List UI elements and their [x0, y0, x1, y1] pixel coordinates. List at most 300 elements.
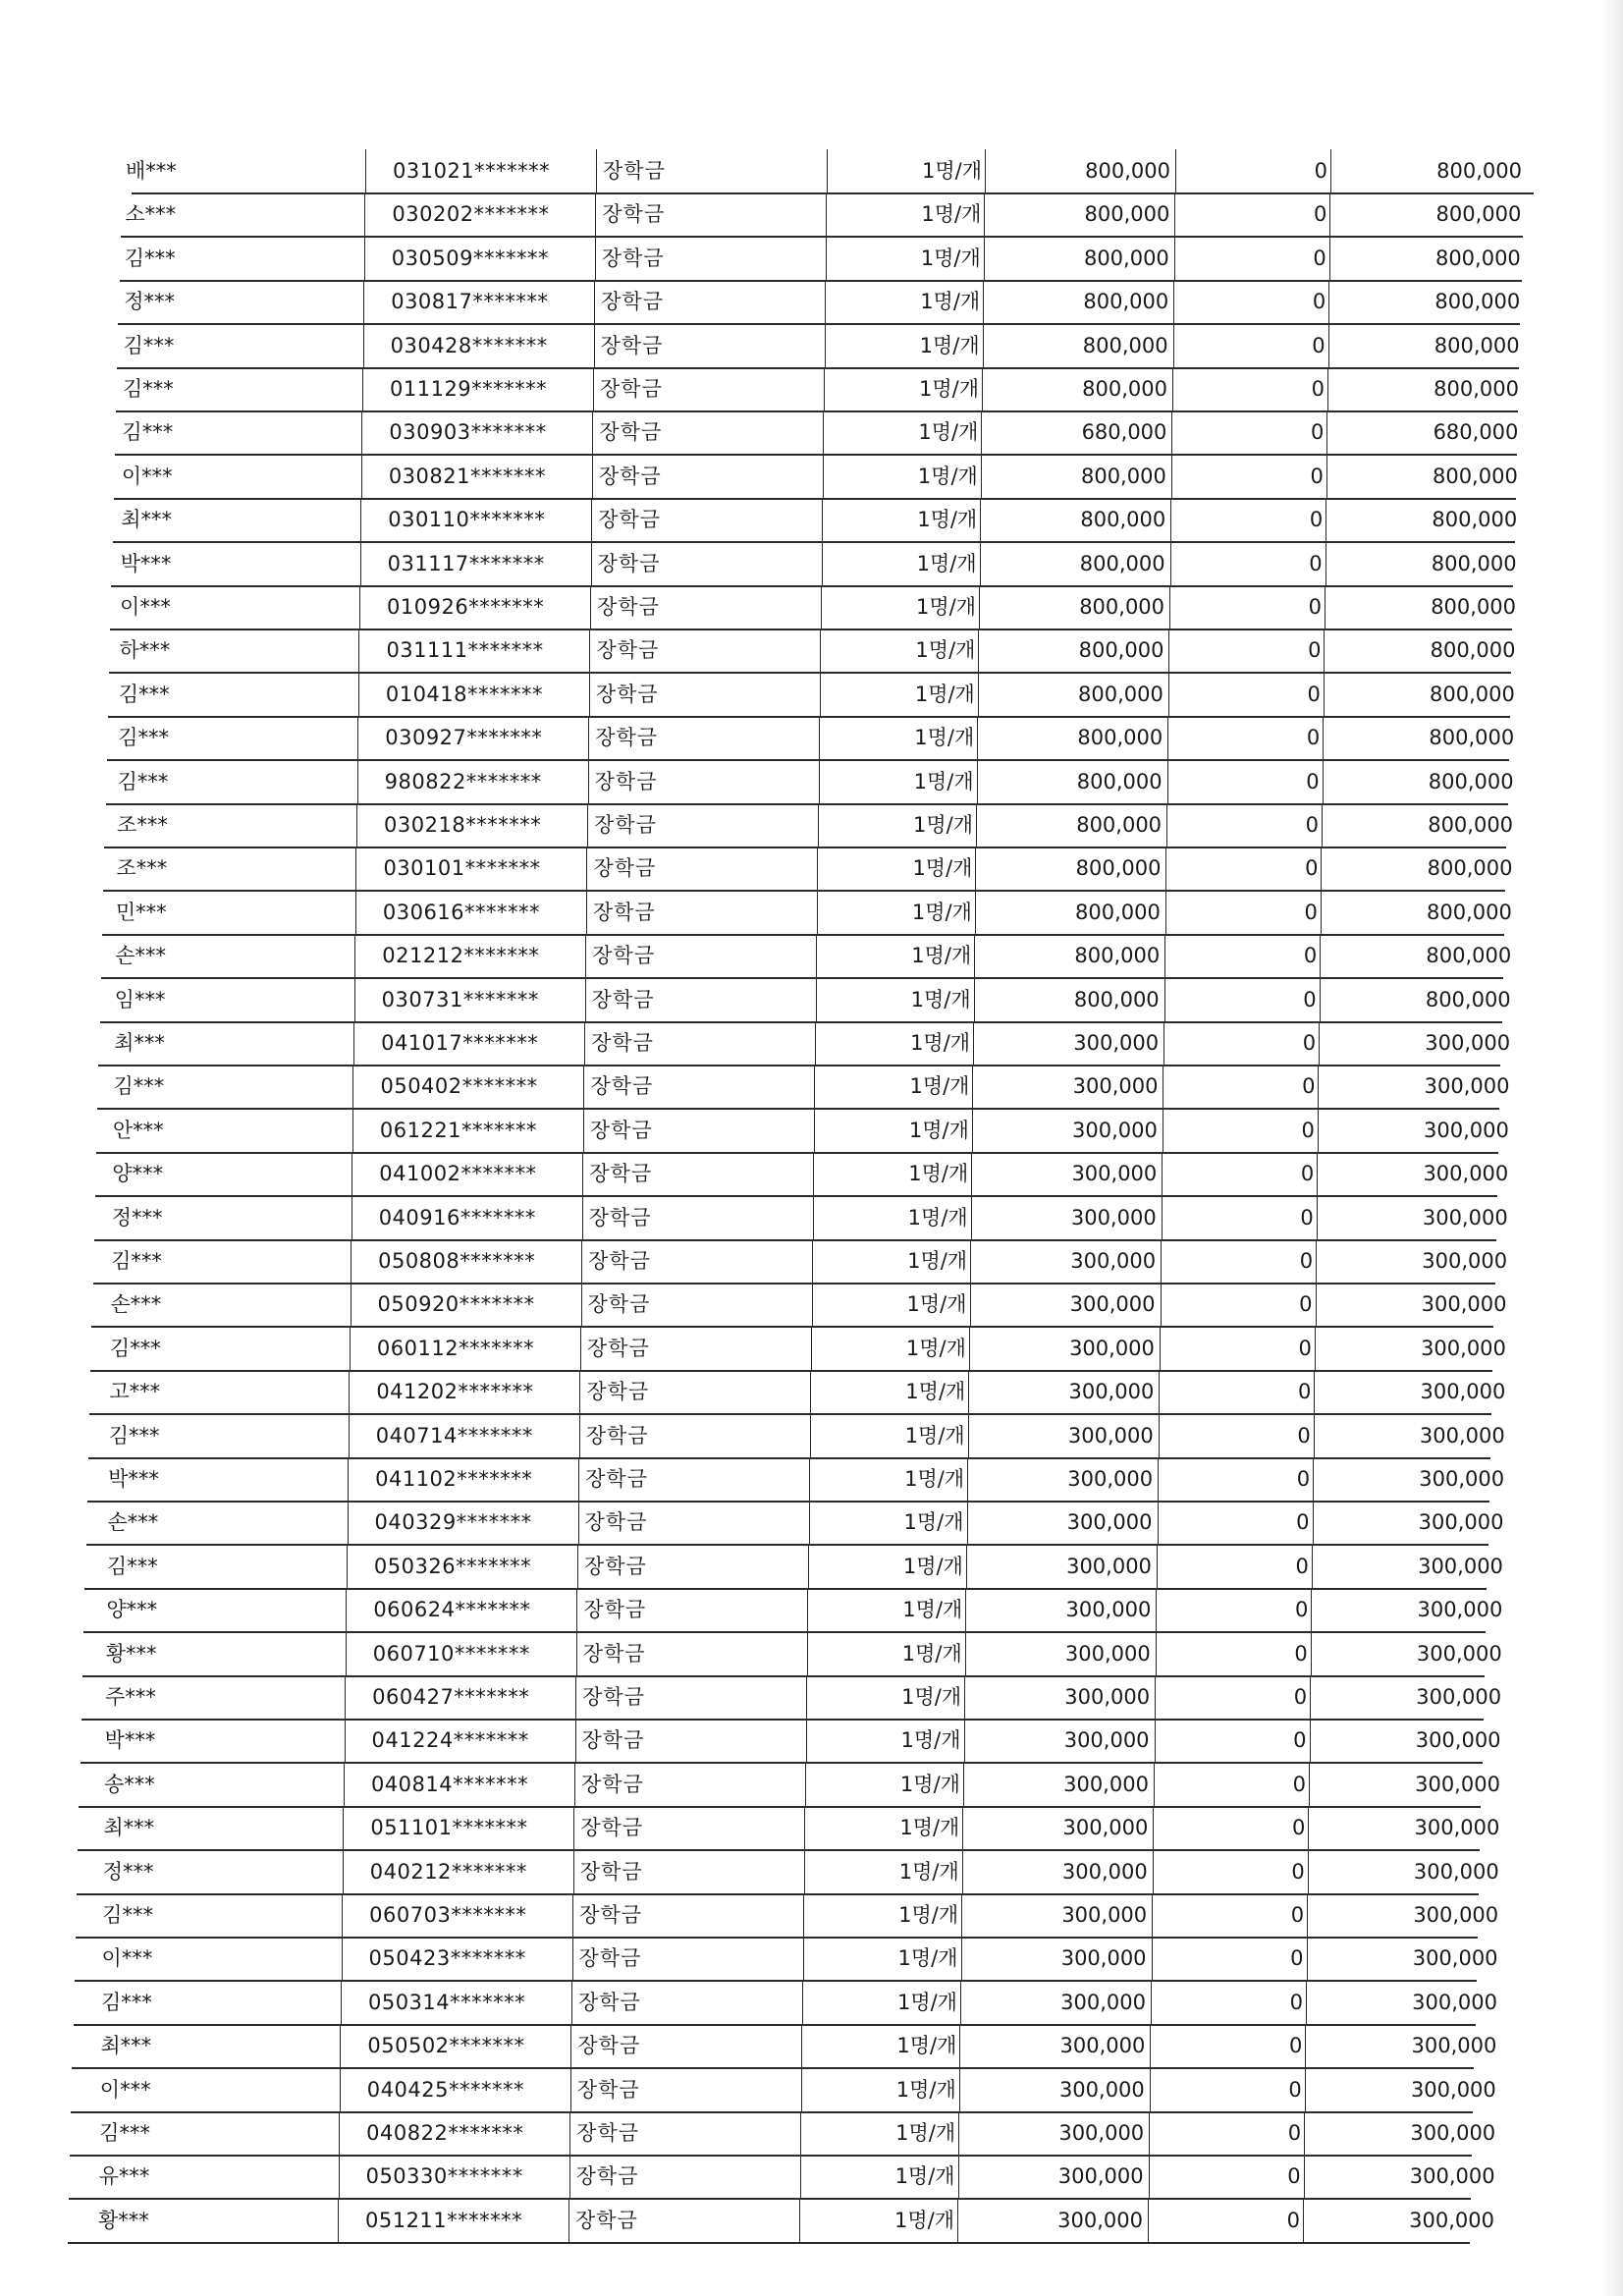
masked-resident-id: 050423******* — [368, 1946, 526, 1971]
recipient-name: 김*** — [118, 682, 170, 706]
item-type: 장학금 — [580, 1816, 644, 1840]
column-divider — [1170, 542, 1171, 585]
column-divider — [345, 1675, 346, 1719]
masked-resident-id: 060624******* — [373, 1598, 531, 1622]
column-divider — [364, 237, 365, 280]
column-divider — [338, 2199, 339, 2242]
column-divider — [1311, 1588, 1312, 1631]
amount-value: 300,000 — [1058, 2121, 1145, 2145]
column-divider — [1315, 1327, 1316, 1370]
column-divider — [1330, 149, 1331, 192]
table-row — [89, 1370, 1506, 1415]
item-type: 장학금 — [591, 987, 655, 1011]
column-divider — [1319, 1021, 1320, 1065]
column-divider — [1153, 1806, 1154, 1849]
column-divider — [594, 324, 595, 367]
masked-resident-id: 030101******* — [383, 856, 541, 881]
total-value: 300,000 — [1414, 1816, 1500, 1840]
column-divider — [1163, 1021, 1164, 1065]
column-divider — [575, 1719, 576, 1762]
masked-resident-id: 040714******* — [375, 1423, 533, 1448]
deduction-value: 0 — [1289, 1990, 1303, 2014]
column-divider — [1167, 716, 1168, 759]
deduction-value: 0 — [1289, 2034, 1303, 2058]
amount-value: 800,000 — [1080, 464, 1166, 488]
masked-resident-id: 040814******* — [370, 1772, 529, 1796]
recipient-name: 박*** — [108, 1467, 159, 1491]
column-divider — [983, 280, 984, 323]
deduction-value: 0 — [1299, 1292, 1313, 1317]
recipient-name: 이*** — [120, 595, 171, 619]
item-type: 장학금 — [582, 1685, 645, 1709]
amount-value: 800,000 — [1078, 638, 1164, 663]
column-divider — [961, 1937, 962, 1980]
item-type: 장학금 — [603, 159, 666, 183]
amount-value: 800,000 — [1083, 246, 1169, 270]
column-divider — [1327, 367, 1328, 410]
amount-value: 800,000 — [1073, 987, 1160, 1011]
item-type: 장학금 — [594, 813, 657, 837]
item-type: 장학금 — [599, 420, 663, 445]
item-type: 장학금 — [592, 944, 656, 968]
quantity-unit: 1명/개 — [897, 1946, 958, 1971]
column-divider — [359, 585, 360, 629]
quantity-unit: 1명/개 — [899, 1772, 960, 1796]
masked-resident-id: 030927******* — [385, 726, 543, 750]
column-divider — [984, 192, 985, 236]
masked-resident-id: 051101******* — [370, 1816, 528, 1840]
quantity-unit: 1명/개 — [903, 1510, 964, 1535]
column-divider — [824, 367, 825, 410]
column-divider — [589, 629, 590, 672]
column-divider — [817, 847, 818, 890]
item-type: 장학금 — [592, 900, 656, 924]
amount-value: 300,000 — [1064, 1685, 1151, 1709]
column-divider — [353, 1021, 354, 1065]
deduction-value: 0 — [1300, 1205, 1314, 1230]
column-divider — [963, 1763, 964, 1806]
column-divider — [1175, 149, 1176, 192]
column-divider — [804, 1850, 805, 1893]
column-divider — [570, 2024, 571, 2067]
column-divider — [349, 1370, 350, 1413]
quantity-unit: 1명/개 — [900, 1728, 961, 1753]
total-value: 300,000 — [1411, 2034, 1497, 2058]
column-divider — [591, 498, 592, 541]
column-divider — [349, 1414, 350, 1457]
recipient-name: 김*** — [123, 333, 175, 357]
deduction-value: 0 — [1311, 420, 1325, 445]
column-divider — [1156, 1588, 1157, 1631]
table-row — [101, 934, 1512, 979]
total-value: 300,000 — [1416, 1685, 1502, 1709]
column-divider — [810, 1370, 811, 1413]
item-type: 장학금 — [598, 464, 662, 488]
total-value: 800,000 — [1431, 595, 1517, 619]
quantity-unit: 1명/개 — [911, 900, 972, 924]
column-divider — [339, 2155, 340, 2198]
table-row — [100, 978, 1511, 1023]
column-divider — [580, 1327, 581, 1370]
masked-resident-id: 040916******* — [378, 1205, 536, 1230]
quantity-unit: 1명/개 — [908, 1118, 969, 1142]
column-divider — [356, 803, 357, 847]
item-type: 장학금 — [596, 638, 660, 663]
column-divider — [974, 934, 975, 977]
column-divider — [969, 1327, 970, 1370]
amount-value: 300,000 — [1063, 1772, 1149, 1796]
amount-value: 300,000 — [1066, 1510, 1153, 1535]
column-divider — [814, 1109, 815, 1152]
column-divider — [822, 542, 823, 585]
table-row — [75, 1937, 1498, 1982]
column-divider — [812, 1283, 813, 1326]
column-divider — [1152, 1937, 1153, 1980]
column-divider — [1150, 2024, 1151, 2067]
column-divider — [1320, 934, 1321, 977]
column-divider — [958, 2111, 959, 2155]
recipient-name: 민*** — [115, 900, 167, 924]
deduction-value: 0 — [1292, 1772, 1306, 1796]
table-row — [104, 803, 1514, 848]
column-divider — [959, 2068, 960, 2111]
item-type: 장학금 — [598, 508, 662, 532]
column-divider — [1151, 1981, 1152, 2024]
column-divider — [1159, 1370, 1160, 1413]
table-row — [70, 2111, 1496, 2157]
column-divider — [1312, 1545, 1313, 1588]
total-value: 300,000 — [1421, 1336, 1506, 1360]
column-divider — [1316, 1239, 1317, 1283]
quantity-unit: 1명/개 — [919, 333, 980, 357]
quantity-unit: 1명/개 — [906, 1292, 967, 1317]
column-divider — [574, 1763, 575, 1806]
column-divider — [971, 1152, 972, 1195]
column-divider — [581, 1283, 582, 1326]
item-type: 장학금 — [577, 1990, 641, 2014]
column-divider — [1323, 760, 1324, 803]
column-divider — [583, 1065, 584, 1108]
column-divider — [1323, 716, 1324, 759]
column-divider — [591, 542, 592, 585]
total-value: 300,000 — [1413, 1859, 1499, 1884]
total-value: 800,000 — [1425, 987, 1511, 1011]
total-value: 300,000 — [1415, 1728, 1501, 1753]
amount-value: 300,000 — [1066, 1554, 1152, 1578]
column-divider — [980, 498, 981, 541]
total-value: 800,000 — [1432, 464, 1518, 488]
amount-value: 800,000 — [1075, 856, 1162, 881]
recipient-name: 손*** — [110, 1292, 162, 1317]
masked-resident-id: 041202******* — [376, 1380, 534, 1404]
table-row — [118, 280, 1520, 325]
recipient-name: 김*** — [108, 1423, 160, 1448]
quantity-unit: 1명/개 — [902, 1598, 963, 1622]
table-row — [71, 2068, 1496, 2113]
column-divider — [363, 324, 364, 367]
amount-value: 800,000 — [1082, 377, 1167, 401]
recipient-name: 박*** — [104, 1728, 156, 1753]
recipient-name: 소*** — [125, 202, 177, 227]
column-divider — [813, 1196, 814, 1239]
column-divider — [1152, 1893, 1153, 1937]
column-divider — [355, 891, 356, 934]
masked-resident-id: 030821******* — [388, 464, 546, 488]
column-divider — [585, 934, 586, 977]
amount-value: 300,000 — [1060, 1946, 1147, 1971]
recipient-name: 주*** — [105, 1685, 156, 1709]
quantity-unit: 1명/개 — [918, 420, 979, 445]
column-divider — [1166, 803, 1167, 847]
recipient-name: 하*** — [119, 638, 171, 663]
masked-resident-id: 030428******* — [390, 333, 548, 357]
masked-resident-id: 041017******* — [381, 1031, 539, 1055]
masked-resident-id: 041102******* — [375, 1467, 533, 1491]
total-value: 300,000 — [1409, 2208, 1494, 2232]
recipient-name: 이*** — [99, 2077, 151, 2102]
column-divider — [596, 149, 597, 192]
column-divider — [975, 847, 976, 890]
column-divider — [343, 1806, 344, 1849]
deduction-value: 0 — [1299, 1249, 1314, 1273]
deduction-value: 0 — [1295, 1554, 1309, 1578]
column-divider — [967, 1501, 968, 1544]
column-divider — [827, 149, 828, 192]
column-divider — [971, 1196, 972, 1239]
column-divider — [1149, 2155, 1150, 2198]
deduction-value: 0 — [1300, 1162, 1315, 1186]
column-divider — [1326, 410, 1327, 454]
deduction-value: 0 — [1288, 2077, 1302, 2102]
recipient-name: 김*** — [111, 1249, 162, 1273]
column-divider — [816, 934, 817, 977]
item-type: 장학금 — [577, 2034, 641, 2058]
column-divider — [1158, 1457, 1159, 1501]
column-divider — [982, 367, 983, 410]
deduction-value: 0 — [1305, 856, 1319, 881]
column-divider — [965, 1588, 966, 1631]
column-divider — [1168, 629, 1169, 672]
masked-resident-id: 010418******* — [385, 682, 544, 706]
column-divider — [826, 237, 827, 280]
total-value: 300,000 — [1422, 1249, 1508, 1273]
recipient-name: 김*** — [117, 769, 169, 793]
column-divider — [801, 2024, 802, 2067]
deduction-value: 0 — [1304, 900, 1318, 924]
item-type: 장학금 — [591, 1031, 654, 1055]
deduction-value: 0 — [1305, 813, 1320, 837]
column-divider — [572, 1893, 573, 1937]
item-type: 장학금 — [601, 290, 665, 314]
total-value: 300,000 — [1415, 1772, 1500, 1796]
total-value: 300,000 — [1424, 1118, 1509, 1142]
table-row — [68, 2199, 1494, 2244]
deduction-value: 0 — [1312, 333, 1325, 357]
deduction-value: 0 — [1314, 159, 1327, 183]
deduction-value: 0 — [1312, 290, 1326, 314]
column-divider — [1162, 1152, 1163, 1195]
amount-value: 300,000 — [1068, 1380, 1155, 1404]
column-divider — [1305, 2068, 1306, 2111]
recipient-name: 김*** — [123, 377, 174, 401]
column-divider — [802, 1981, 803, 2024]
recipient-name: 최*** — [114, 1031, 165, 1055]
quantity-unit: 1명/개 — [904, 1423, 965, 1448]
column-divider — [1309, 1763, 1310, 1806]
column-divider — [958, 2155, 959, 2198]
column-divider — [357, 716, 358, 759]
column-divider — [1314, 1414, 1315, 1457]
column-divider — [586, 847, 587, 890]
column-divider — [590, 585, 591, 629]
column-divider — [820, 673, 821, 716]
masked-resident-id: 031021******* — [393, 159, 551, 183]
quantity-unit: 1명/개 — [908, 1162, 969, 1186]
amount-value: 800,000 — [1085, 159, 1170, 183]
table-row — [82, 1632, 1502, 1677]
table-row — [90, 1327, 1506, 1372]
column-divider — [1174, 192, 1175, 236]
masked-resident-id: 060703******* — [369, 1903, 527, 1927]
item-type: 장학금 — [597, 551, 661, 575]
masked-resident-id: 980822******* — [384, 769, 542, 793]
column-divider — [1304, 2155, 1305, 2198]
masked-resident-id: 060427******* — [372, 1685, 530, 1709]
column-divider — [592, 455, 593, 498]
deduction-value: 0 — [1302, 1074, 1316, 1099]
column-divider — [1157, 1545, 1158, 1588]
item-type: 장학금 — [595, 726, 659, 750]
column-divider — [1305, 2024, 1306, 2067]
column-divider — [825, 280, 826, 323]
total-value: 800,000 — [1430, 682, 1515, 706]
column-divider — [968, 1370, 969, 1413]
masked-resident-id: 050326******* — [373, 1554, 532, 1578]
column-divider — [348, 1501, 349, 1544]
column-divider — [1168, 673, 1169, 716]
column-divider — [573, 1806, 574, 1849]
amount-value: 300,000 — [1071, 1162, 1158, 1186]
column-divider — [346, 1588, 347, 1631]
column-divider — [340, 2024, 341, 2067]
column-divider — [571, 1981, 572, 2024]
total-value: 300,000 — [1418, 1554, 1503, 1578]
item-type: 장학금 — [580, 1772, 644, 1796]
column-divider — [1306, 1981, 1307, 2024]
table-row — [114, 455, 1516, 500]
column-divider — [577, 1545, 578, 1588]
column-divider — [803, 1893, 804, 1937]
masked-resident-id: 030616******* — [382, 900, 541, 924]
masked-resident-id: 061221******* — [379, 1118, 538, 1142]
table-row — [83, 1588, 1503, 1633]
total-value: 300,000 — [1412, 1990, 1497, 2014]
deduction-value: 0 — [1297, 1423, 1311, 1448]
column-divider — [817, 891, 818, 934]
quantity-unit: 1명/개 — [898, 1903, 959, 1927]
masked-resident-id: 060112******* — [376, 1336, 535, 1360]
recipient-name: 양*** — [112, 1162, 164, 1186]
amount-value: 300,000 — [1062, 1816, 1149, 1840]
quantity-unit: 1명/개 — [904, 1467, 965, 1491]
masked-resident-id: 050330******* — [365, 2164, 523, 2189]
column-divider — [1304, 2111, 1305, 2155]
table-row — [94, 1196, 1508, 1241]
masked-resident-id: 031111******* — [386, 638, 544, 663]
quantity-unit: 1명/개 — [905, 1336, 966, 1360]
item-type: 장학금 — [576, 2077, 640, 2102]
total-value: 800,000 — [1432, 508, 1518, 532]
masked-resident-id: 010926******* — [387, 595, 545, 619]
item-type: 장학금 — [593, 856, 657, 881]
recipient-name: 고*** — [109, 1380, 161, 1404]
column-divider — [812, 1239, 813, 1283]
column-divider — [350, 1327, 351, 1370]
amount-value: 300,000 — [1063, 1728, 1150, 1753]
column-divider — [1318, 1065, 1319, 1108]
quantity-unit: 1명/개 — [901, 1641, 962, 1666]
item-type: 장학금 — [588, 1205, 652, 1230]
recipient-name: 김*** — [100, 1990, 152, 2014]
quantity-unit: 1명/개 — [896, 2034, 957, 2058]
column-divider — [1328, 324, 1329, 367]
column-divider — [357, 760, 358, 803]
amount-value: 300,000 — [1057, 2208, 1143, 2232]
column-divider — [1172, 367, 1173, 410]
quantity-unit: 1명/개 — [914, 726, 975, 750]
deduction-value: 0 — [1311, 377, 1325, 401]
column-divider — [1158, 1501, 1159, 1544]
column-divider — [581, 1239, 582, 1283]
item-type: 장학금 — [583, 1554, 647, 1578]
column-divider — [341, 1981, 342, 2024]
column-divider — [826, 192, 827, 236]
quantity-unit: 1명/개 — [914, 682, 975, 706]
recipient-name: 김*** — [106, 1554, 158, 1578]
column-divider — [1316, 1283, 1317, 1326]
table-row — [81, 1675, 1502, 1721]
column-divider — [570, 2068, 571, 2111]
table-row — [93, 1239, 1508, 1285]
recipient-name: 박*** — [120, 551, 172, 575]
item-type: 장학금 — [597, 595, 660, 619]
column-divider — [973, 1021, 974, 1065]
column-divider — [980, 542, 981, 585]
masked-resident-id: 030817******* — [391, 290, 549, 314]
column-divider — [964, 1675, 965, 1719]
column-divider — [1174, 237, 1175, 280]
total-value: 300,000 — [1422, 1205, 1508, 1230]
deduction-value: 0 — [1303, 944, 1318, 968]
deduction-value: 0 — [1294, 1641, 1308, 1666]
amount-value: 300,000 — [1069, 1292, 1156, 1317]
total-value: 800,000 — [1427, 856, 1513, 881]
table-row — [97, 1065, 1510, 1110]
column-divider — [1313, 1501, 1314, 1544]
table-row — [121, 192, 1523, 238]
table-row — [106, 760, 1514, 805]
recipient-name: 조*** — [117, 813, 168, 837]
recipient-name: 김*** — [113, 1074, 165, 1099]
column-divider — [1169, 585, 1170, 629]
column-divider — [1322, 803, 1323, 847]
amount-value: 800,000 — [1076, 813, 1163, 837]
total-value: 300,000 — [1412, 1946, 1498, 1971]
column-divider — [1148, 2199, 1149, 2242]
column-divider — [587, 803, 588, 847]
column-divider — [1318, 1109, 1319, 1152]
item-type: 장학금 — [586, 1336, 650, 1360]
